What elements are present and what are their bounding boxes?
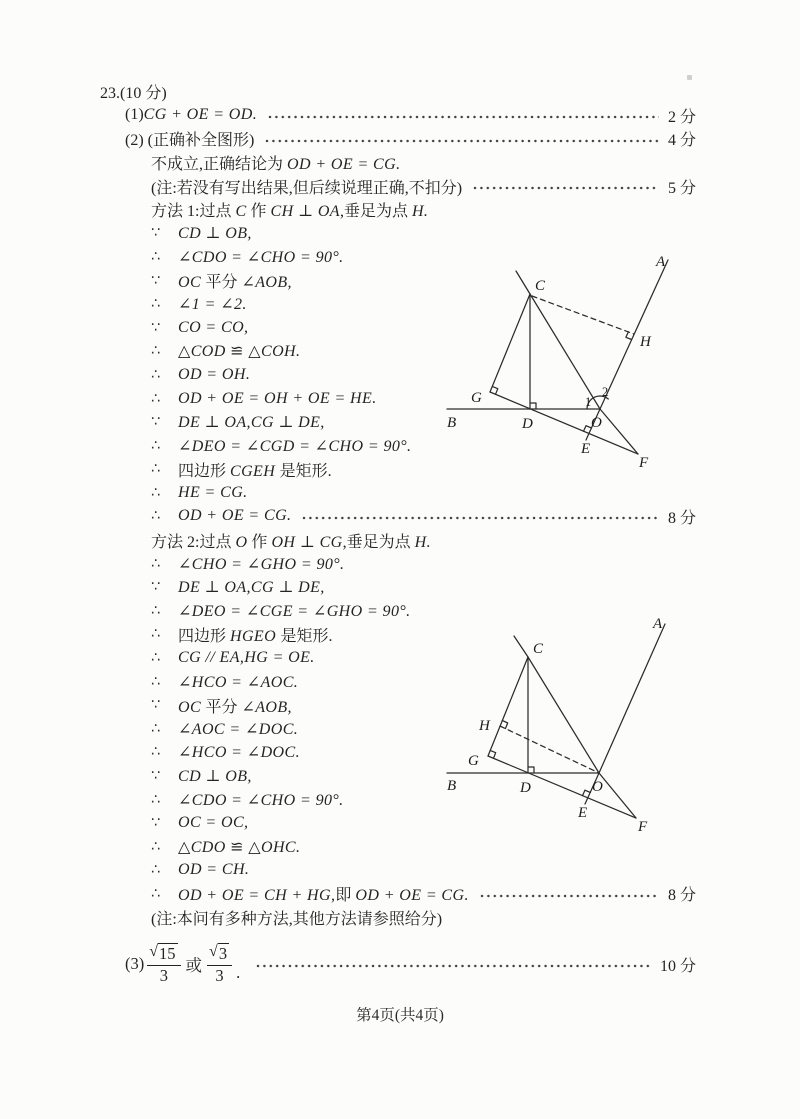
point-label-e: E: [578, 805, 588, 821]
line-text: 方法 1:过点 C 作 CH ⊥ OA,垂足为点 H.: [151, 203, 429, 221]
solution-line: [125, 127, 696, 151]
line-text: OD = CH.: [178, 861, 250, 879]
solution-line: [151, 174, 696, 198]
point-label-f: F: [639, 455, 649, 471]
solution-line: [125, 104, 696, 128]
line-c-o-f: [516, 271, 638, 454]
reason-marker: ∴: [151, 390, 161, 407]
line-text: HE = CG.: [178, 483, 248, 501]
line-text: ∠CDO = ∠CHO = 90°.: [178, 791, 344, 809]
score-label: 4 分: [667, 132, 696, 150]
reason-marker: ∴: [151, 484, 161, 501]
line-text: OC 平分 ∠AOB,: [178, 698, 292, 716]
score-label: 8 分: [667, 887, 696, 905]
line-text: △COD ≌ △COH.: [178, 343, 301, 361]
right-angle-mark-d: [530, 403, 536, 409]
line-text: 四边形 CGEH 是矩形.: [178, 462, 332, 480]
reason-marker: ∴: [151, 650, 161, 667]
point-label-o: O: [591, 415, 602, 431]
solution-line: [151, 481, 696, 505]
solution-line: [151, 906, 696, 930]
reason-marker: ∵: [151, 697, 161, 714]
right-angle-mark-h: [626, 332, 632, 340]
dotted-leader: [268, 114, 659, 120]
solution-line: [151, 198, 696, 222]
line-text: OD + OE = OH + OE = HE.: [178, 389, 377, 407]
reason-marker: ∵: [151, 225, 161, 242]
dashed-segment-ch: [532, 296, 634, 334]
line-text: 四边形 HGEO 是矩形.: [178, 627, 333, 645]
line-text: (注:若没有写出结果,但后续说理正确,不扣分): [151, 179, 463, 197]
reason-marker: ∴: [151, 744, 161, 761]
point-label-c: C: [535, 278, 546, 294]
right-angle-mark-d: [528, 767, 534, 773]
fraction-sqrt15-over-3: [147, 943, 180, 985]
line-text: DE ⊥ OA,CG ⊥ DE,: [178, 414, 325, 432]
segment-cg: [488, 657, 528, 756]
reason-marker: ∴: [151, 720, 161, 737]
reason-marker: ∴: [151, 791, 161, 808]
radicand: 3: [218, 944, 228, 964]
solution-line: [151, 552, 696, 576]
line-text: CG // EA,HG = OE.: [178, 649, 315, 667]
geometry-diagram-method2: [433, 611, 703, 839]
line-text: ∠AOC = ∠DOC.: [178, 720, 299, 738]
fraction-numerator: [207, 943, 232, 965]
angle-label-1: 1: [585, 395, 592, 409]
reason-marker: ∴: [151, 461, 161, 478]
solution-line: [151, 222, 696, 246]
line-text: ∠CHO = ∠GHO = 90°.: [178, 555, 345, 573]
point-label-d: D: [520, 780, 531, 796]
reason-marker: ∴: [151, 248, 161, 265]
reason-marker: ∴: [151, 296, 161, 313]
point-label-b: B: [447, 778, 457, 794]
score-label: 5 分: [667, 179, 696, 197]
point-label-h: H: [479, 718, 490, 734]
dotted-leader: [256, 963, 651, 969]
solution-line: [151, 505, 696, 529]
reason-marker: ∴: [151, 508, 161, 525]
reason-marker: ∵: [151, 414, 161, 431]
line-text: 方法 2:过点 O 作 OH ⊥ CG,垂足为点 H.: [151, 533, 431, 551]
line-text: ∠DEO = ∠CGE = ∠GHO = 90°.: [178, 602, 411, 620]
geometry-diagram-method1: [435, 246, 705, 478]
dotted-leader: [480, 893, 659, 899]
line-text: △CDO ≌ △OHC.: [178, 838, 301, 856]
line-a-o-e: [585, 624, 665, 804]
line-text: 不成立,正确结论为 OD + OE = CG.: [151, 156, 401, 174]
page-footer: 第4页(共4页): [356, 1007, 444, 1024]
line-text: CD ⊥ OB,: [178, 225, 252, 243]
line-text: ∠DEO = ∠CGD = ∠CHO = 90°.: [178, 437, 412, 455]
reason-marker: ∴: [151, 343, 161, 360]
fraction-sqrt3-over-3: [207, 943, 232, 985]
reason-marker: ∴: [151, 602, 161, 619]
fraction-denominator: 3: [215, 965, 224, 985]
line-text: CD ⊥ OB,: [178, 768, 252, 786]
solution-line: [100, 80, 696, 104]
line-text: DE ⊥ OA,CG ⊥ DE,: [178, 579, 325, 597]
radical-sign: √: [149, 943, 159, 961]
line-text: OD + OE = CG.: [178, 507, 292, 525]
reason-marker: ∵: [151, 768, 161, 785]
line-text: ∠1 = ∠2.: [178, 296, 247, 314]
reason-marker: ∴: [151, 673, 161, 690]
line-text: CO = CO,: [178, 318, 249, 336]
reason-marker: ∵: [151, 319, 161, 336]
line-text: (注:本问有多种方法,其他方法请参照给分): [151, 911, 443, 929]
line-a-o-e: [586, 260, 668, 440]
radicand: 15: [159, 944, 176, 964]
segment-cg: [490, 294, 530, 392]
point-label-g: G: [468, 753, 479, 769]
scan-speck: [687, 75, 692, 80]
line-text: OC = OC,: [178, 814, 249, 832]
dotted-leader: [302, 515, 659, 521]
point-label-a: A: [656, 254, 666, 270]
reason-marker: ∴: [151, 838, 161, 855]
line-c-o-f: [514, 636, 636, 818]
point-label-f: F: [638, 819, 648, 835]
reason-marker: ∴: [151, 626, 161, 643]
solution-line: [151, 151, 696, 175]
line-text: ∠CDO = ∠CHO = 90°.: [178, 248, 344, 266]
line-text: (2) (正确补全图形): [125, 132, 255, 150]
reason-marker: ∴: [151, 366, 161, 383]
line-text: OD + OE = CH + HG,即 OD + OE = CG.: [178, 887, 469, 905]
line-text: OD = OH.: [178, 365, 251, 383]
reason-marker: ∴: [151, 885, 161, 902]
solution-line: [151, 575, 696, 599]
solution-line: [151, 528, 696, 552]
line-g-d-e-f: [490, 392, 638, 454]
point-label-c: C: [533, 641, 544, 657]
point-label-d: D: [522, 416, 533, 432]
point-label-h: H: [640, 334, 651, 350]
reason-marker: ∴: [151, 862, 161, 879]
solution-line: [151, 882, 696, 906]
score-label: 8 分: [667, 509, 696, 527]
score-label: 2 分: [667, 108, 696, 126]
line-text: OC 平分 ∠AOB,: [178, 274, 292, 292]
dotted-leader: [473, 185, 659, 191]
line-g-d-e-f: [488, 756, 636, 818]
score-label: 10 分: [659, 957, 696, 975]
reason-marker: ∴: [151, 555, 161, 572]
reason-marker: ∵: [151, 815, 161, 832]
line-text: ∠HCO = ∠AOC.: [178, 673, 299, 691]
line-text: (1)CG + OE = OD.: [125, 106, 258, 124]
line-text: 23.(10 分): [100, 85, 167, 103]
point-label-e: E: [581, 441, 591, 457]
fraction-denominator: 3: [159, 965, 169, 985]
reason-marker: ∴: [151, 437, 161, 454]
point-label-g: G: [471, 390, 482, 406]
solution-line: [151, 859, 696, 883]
reason-marker: ∵: [151, 272, 161, 289]
point-label-b: B: [447, 415, 457, 431]
point-label-o: O: [592, 779, 603, 795]
fraction-numerator: [147, 943, 180, 965]
period: .: [236, 963, 241, 983]
dotted-leader: [265, 138, 659, 144]
part3-answer-row: [125, 937, 696, 991]
part3-label: (3): [125, 954, 145, 974]
line-text: ∠HCO = ∠DOC.: [178, 744, 300, 762]
solution-text: [100, 80, 696, 991]
radical-sign: √: [209, 943, 218, 961]
point-label-a: A: [653, 616, 663, 632]
or-word: 或: [185, 956, 203, 976]
reason-marker: ∵: [151, 579, 161, 596]
angle-label-2: 2: [602, 385, 609, 399]
